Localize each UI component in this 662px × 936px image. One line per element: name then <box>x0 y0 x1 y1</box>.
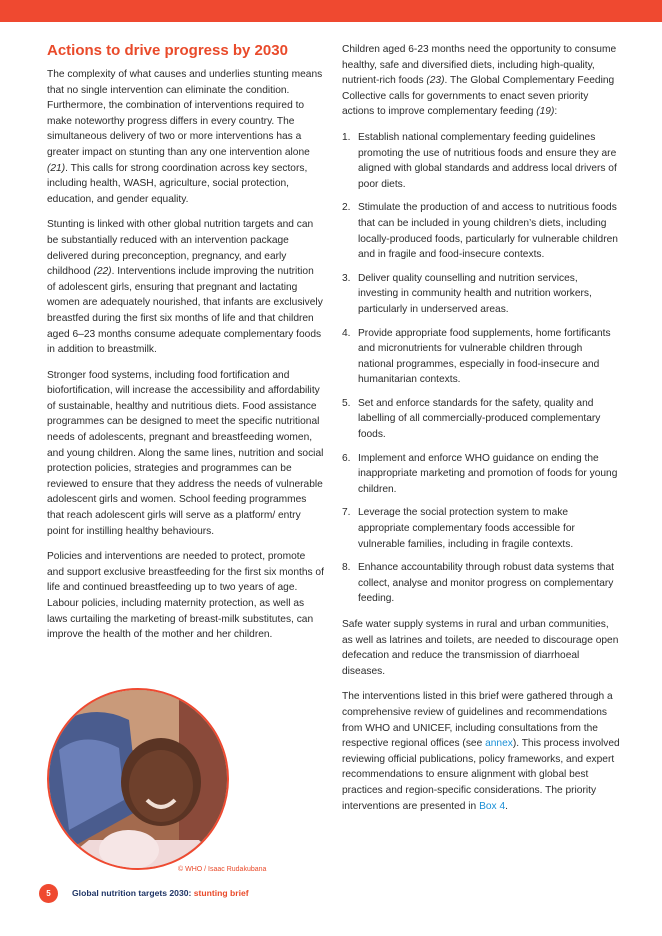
paragraph-stunting-linked <box>47 217 325 357</box>
paragraph-text: The interventions listed in this brief were gathered through a comprehensive review of guidelines and recommendations from WHO and UNICEF, including consultations from the respective regional offices (see <box>342 691 613 750</box>
list-number: 1. <box>342 131 351 143</box>
paragraph-text: . Interventions include improving the nutrition of adolescent girls, ensuring that pregnant and lactating women are adequately nourished, that infants are exclusively breastfed during the first six months of life and that children aged 6–23 months consume adequate complementary foods in addition to breastmilk. <box>47 266 323 356</box>
list-number: 7. <box>342 507 351 519</box>
top-banner <box>0 0 662 22</box>
list-item <box>342 130 620 192</box>
list-text: Implement and enforce WHO guidance on ending the inappropriate marketing and promotion of foods for young children. <box>358 452 618 495</box>
list-number: 2. <box>342 202 351 214</box>
paragraph-text: The complexity of what causes and underlies stunting means that no single intervention can eliminate the condition. Furthermore, the combination of interventions required to make noteworthy progress differs in every country. The simultaneous delivery of two or more interventions has a greater impact on stunting than any one intervention alone <box>47 69 323 158</box>
list-text: Stimulate the production of and access to nutritious foods that can be included in young children’s diets, including locally-produced foods, particularly for vulnerable children and in fragile and food-insecure contexts. <box>358 202 618 261</box>
paragraph-text: ). This process involved reviewing official publications, policy frameworks, and expert recommendations to ensure alignment with global best practices and region-specific considerations. The priority interventions are presented in <box>342 738 620 812</box>
list-text: Establish national complementary feeding guidelines promoting the use of nutritious foods and ensure they are aligned with global standards and address local drivers of poor diets. <box>358 131 617 190</box>
annex-link[interactable]: annex <box>485 738 513 750</box>
paragraph-text: . This calls for strong coordination across key sectors, including health, WASH, agriculture, social protection, education, and gender equality. <box>47 162 308 205</box>
priority-actions-list <box>342 130 620 607</box>
footer-title-main: Global nutrition targets 2030: <box>72 888 194 898</box>
list-item <box>342 396 620 443</box>
list-number: 3. <box>342 272 351 284</box>
reference-21: (21) <box>47 162 66 174</box>
paragraph-text: Children aged 6-23 months need the opportunity to consume healthy, safe and diversified diets, including high-quality, nutrient-rich foods <box>342 44 617 87</box>
footer-title-accent: stunting brief <box>193 888 249 898</box>
list-item <box>342 505 620 552</box>
list-item <box>342 451 620 498</box>
photo-credit: © WHO / Isaac Rudakubana <box>178 866 267 873</box>
list-item <box>342 271 620 318</box>
paragraph-water-sanitation: Safe water supply systems in rural and urban communities, as well as latrines and toilets, are needed to discourage open defecation and reduce the transmission of diarrhoeal diseases. <box>342 619 619 677</box>
section-title: Actions to drive progress by 2030 <box>47 42 288 59</box>
footer-title <box>72 888 249 898</box>
paragraph-text: Stunting is linked with other global nutrition targets and can be substantially reduced with an intervention package delivered during preconception, pregnancy, and early childhood <box>47 219 314 278</box>
list-text: Deliver quality counselling and nutrition services, investing in community health and nutrition workers, particularly in underserved areas. <box>358 272 592 315</box>
reference-22: (22) <box>93 266 112 278</box>
list-number: 5. <box>342 397 351 409</box>
mother-child-photo <box>47 688 229 870</box>
paragraph-complexity <box>47 67 325 207</box>
paragraph-food-systems: Stronger food systems, including food fortification and biofortification, will increase the accessibility and affordability of sustainable, healthy and nutritious diets. Food assistance programmes can be designed to meet the specific nutritional needs of adolescents, pregnant and breastfeeding women, and young children. Along the same lines, nutrition and social protection policies, strategies and programmes can be reviewed to ensure that they address the needs of vulnerable adolescent girls and women. School feeding programmes that reach adolescent girls will serve as a platform/ entry point for instilling healthy behaviours. <box>47 369 324 537</box>
list-text: Leverage the social protection system to make appropriate complementary foods accessible for vulnerable families, including in fragile contexts. <box>358 507 575 550</box>
list-text: Enhance accountability through robust data systems that collect, analyse and monitor progress on complementary feeding. <box>358 562 614 605</box>
list-item <box>342 560 620 607</box>
list-number: 8. <box>342 562 351 574</box>
right-column <box>342 42 620 824</box>
list-number: 6. <box>342 452 351 464</box>
list-text: Provide appropriate food supplements, home fortificants and micronutrients for vulnerable children through national programmes, especially in food-insecure and humanitarian contexts. <box>358 327 611 386</box>
list-item <box>342 326 620 388</box>
list-number: 4. <box>342 327 351 339</box>
paragraph-feeding-intro <box>342 42 620 120</box>
paragraph-text: : <box>554 106 558 118</box>
reference-23: (23) <box>426 75 445 87</box>
paragraph-text: . The Global Complementary Feeding Collective calls for governments to enact seven priority actions to improve complementary feeding <box>342 75 615 118</box>
reference-19: (19) <box>536 106 555 118</box>
box-4-link[interactable]: Box 4 <box>479 800 506 812</box>
page-number: 5 <box>39 884 58 903</box>
list-text: Set and enforce standards for the safety, quality and labelling of all commercially-produced complementary foods. <box>358 397 601 441</box>
paragraph-breastfeeding: Policies and interventions are needed to protect, promote and support exclusive breastfeeding for the first six months of life and continued breastfeeding up to two years of age. Labour policies, including maternity protection, as well as laws curtailing the marketing of breast-milk substitutes, can improve the health of the mother and her children. <box>47 551 324 641</box>
left-column <box>47 42 325 653</box>
paragraph-text: . <box>505 800 508 812</box>
page-footer <box>39 883 249 903</box>
paragraph-interventions-source <box>342 689 620 814</box>
list-item <box>342 200 620 262</box>
